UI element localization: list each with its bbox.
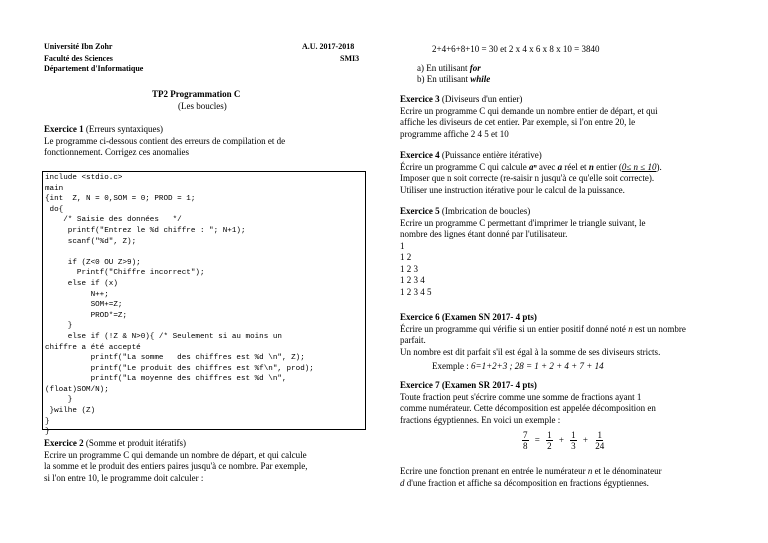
code-line: chiffre a été accepté — [45, 343, 141, 352]
ex2-text2: la somme et le produit des entiers paires jusqu'à ce nombre. Par exemple, — [44, 461, 308, 471]
fraction-3 — [594, 430, 605, 451]
ex7-text5 — [400, 478, 730, 490]
code-line — [45, 247, 363, 258]
fraction-numerator: 7 — [523, 430, 528, 440]
triangle-row: 1 2 — [400, 252, 412, 262]
fraction-denominator: 2 — [547, 441, 552, 451]
ex2-option-a — [417, 63, 481, 75]
ex5-heading: Exercice 5 — [400, 206, 440, 216]
plus-sign: + — [558, 434, 564, 445]
ex3-text1: Ecrire un programme C qui demande un nombre entier de départ, et qui — [400, 105, 658, 116]
fraction-2 — [570, 430, 577, 451]
equals-sign: = — [534, 434, 540, 445]
ex4-text1b: avec — [536, 161, 558, 172]
code-line: printf("La moyenne des chiffres est %d \n", — [45, 375, 287, 384]
ex6-heading: Exercice 6 (Examen SN 2017- 4 pts) — [400, 312, 537, 322]
ex3-text2: affiche les diviseurs de cet entier. Par exemple, si l'on entre 20, le — [400, 117, 636, 127]
code-line: {int Z, N = 0,SOM = 0; PROD = 1; — [45, 195, 196, 204]
ex7-text1: Toute fraction peut s'écrire comme une somme de fractions ayant 1 — [400, 391, 642, 402]
ex3-topic: (Diviseurs d'un entier) — [441, 94, 523, 104]
code-line: (float)SOM/N); — [45, 385, 109, 394]
fraction-numerator: 1 — [597, 430, 602, 440]
code-line: printf("Le produit des chiffres est %f\n", prod); — [45, 364, 314, 373]
ex2-formula: 2+4+6+8+10 = 30 et 2 x 4 x 6 x 8 x 10 = 3840 — [432, 44, 600, 54]
code-line: /* Saisie des données */ — [45, 216, 182, 225]
egyptian-fraction-example — [400, 430, 730, 460]
ex4-text1e: ). — [656, 161, 662, 172]
ex1-text1: Le programme ci-dessous contient des erreurs de compilation et de — [44, 135, 286, 146]
ex2-text3: si l'on entre 10, le programme doit calculer : — [44, 472, 204, 483]
code-line: } — [45, 417, 50, 426]
code-line: main — [45, 184, 64, 193]
ex3-text3: programme affiche 2 4 5 et 10 — [400, 128, 509, 139]
ex1-text2: fonctionnement. Corrigez ces anomalies — [44, 147, 189, 157]
ex7-text2: comme numérateur. Cette décomposition est appelée décomposition en — [400, 403, 656, 413]
code-line: } — [45, 428, 50, 437]
ex6-text1b: est un nombre — [632, 323, 686, 334]
ex4-var-n: n — [588, 161, 594, 172]
ex6-text3: Un nombre est dit parfait s'il est égal à la somme de ses diviseurs stricts. — [400, 346, 661, 357]
ex7-text5-rest: d'une fraction et affiche sa décomposition en fractions égyptiennes. — [404, 477, 649, 488]
fraction-denominator: 3 — [571, 441, 576, 451]
ex4-text1a: Écrire un programme C qui calcule — [400, 161, 529, 172]
code-line: PROD*=Z; — [45, 311, 128, 320]
exercise-3 — [400, 94, 725, 140]
department-name: Département d'Informatique — [44, 64, 144, 73]
ex4-topic: (Puissance entière itérative) — [441, 150, 542, 160]
fraction-numerator: 1 — [571, 430, 576, 440]
code-line: do{ — [45, 205, 64, 214]
triangle-row: 1 2 3 4 5 — [400, 286, 432, 297]
ex1-heading: Exercice 1 — [44, 124, 84, 134]
ex2-topic: (Somme et produit itératifs) — [85, 438, 187, 448]
exercise-7 — [400, 380, 730, 489]
ex7-text4 — [400, 466, 730, 478]
ex6-example-value: 6=1+2+3 ; 28 = 1 + 2 + 4 + 7 + 14 — [471, 361, 604, 371]
triangle-row: 1 2 3 4 — [400, 275, 425, 285]
ex7-var-n: n — [587, 466, 593, 476]
level: SMI3 — [340, 54, 360, 63]
exercise-1 — [44, 124, 369, 159]
ex6-text1 — [400, 324, 730, 336]
ex4-text3: Utiliser une instruction itérative pour le calcul de la puissance. — [400, 184, 625, 195]
code-line: scanf("%d", Z); — [45, 237, 137, 246]
fraction-1 — [546, 430, 553, 451]
code-line: }wilhe (Z) — [45, 407, 96, 416]
code-line: } — [45, 322, 73, 331]
faculty-name: Faculté des Sciences — [44, 54, 113, 63]
ex5-text2: nombre des lignes étant donné par l'utilisateur. — [400, 229, 568, 239]
ex5-topic: (Imbrication de boucles) — [441, 206, 531, 216]
plus-sign: + — [582, 434, 588, 445]
ex6-text1a: Écrire un programme qui vérifie si un entier positif donné noté — [400, 323, 629, 334]
fraction-main — [522, 430, 529, 451]
ex6-var-n: n — [628, 323, 633, 334]
ex4-text2: Imposer que n soit correcte (re-saisir n jusqu'à ce qu'elle soit correcte). — [400, 173, 655, 183]
fraction-denominator: 24 — [595, 441, 605, 451]
code-lines — [45, 173, 363, 438]
ex1-topic: (Erreurs syntaxiques) — [85, 124, 164, 134]
triangle-row: 1 — [400, 240, 405, 251]
page-subtitle: (Les boucles) — [178, 101, 227, 111]
ex4-text1d: entier ( — [593, 161, 622, 172]
code-line: printf("La somme des chiffres est %d \n", Z); — [45, 354, 305, 363]
ex5-text1: Ecrire un programme C permettant d'imprimer le triangle suivant, le — [400, 217, 646, 228]
ex2-option-a-label: a) En utilisant — [417, 63, 470, 73]
code-line: N++; — [45, 290, 109, 299]
code-block — [42, 171, 366, 437]
code-line: printf("Entrez le %d chiffre : "; N+1); — [45, 226, 246, 235]
code-line: } — [45, 396, 73, 405]
ex6-text2: parfait. — [400, 335, 426, 345]
code-line: SOM+=Z; — [45, 301, 123, 310]
ex4-power: aⁿ — [528, 161, 537, 172]
ex2-text1: Ecrire un programme C qui demande un nombre de départ, et qui calcule — [44, 449, 307, 460]
code-line: if (Z<0 OU Z>9); — [45, 258, 141, 267]
ex7-text4b: et le dénominateur — [592, 466, 662, 476]
ex6-example — [400, 361, 730, 373]
code-line: Printf("Chiffre incorrect"); — [45, 269, 205, 278]
ex7-var-d: d — [400, 477, 405, 488]
ex2-option-b-keyword: while — [470, 74, 491, 84]
exercise-2 — [44, 438, 369, 484]
exercise-5 — [400, 206, 725, 298]
exercise-6 — [400, 312, 730, 373]
university-name: Université Ibn Zohr — [44, 42, 113, 51]
ex2-heading: Exercice 2 — [44, 438, 84, 448]
ex2-option-b-label: b) En utilisant — [417, 74, 471, 84]
ex7-text3: fractions égyptiennes. En voici un exemple : — [400, 414, 561, 425]
exercise-4 — [400, 150, 730, 196]
fraction-numerator: 1 — [547, 430, 552, 440]
ex2-option-b — [417, 74, 490, 86]
ex3-heading: Exercice 3 — [400, 94, 440, 104]
ex4-condition: 0≤ n ≤ 10 — [621, 161, 657, 172]
ex2-option-a-keyword: for — [469, 63, 481, 73]
fraction-denominator: 8 — [523, 441, 528, 451]
ex7-text4a: Ecrire une fonction prenant en entrée le numérateur — [400, 466, 588, 476]
ex4-text1c: réel et — [562, 161, 589, 172]
triangle-row: 1 2 3 — [400, 263, 418, 274]
code-line: include <stdio.c> — [45, 174, 123, 182]
ex6-example-label: Exemple : — [432, 361, 471, 371]
ex4-heading: Exercice 4 — [400, 150, 440, 160]
page-title: TP2 Programmation C — [152, 89, 241, 99]
ex4-var-a: a — [557, 161, 563, 172]
code-line: else if (!Z & N>0){ /* Seulement si au moins un — [45, 332, 282, 341]
ex4-text1 — [400, 162, 730, 174]
ex7-heading: Exercice 7 (Examen SR 2017- 4 pts) — [400, 380, 537, 390]
academic-year: A.U. 2017-2018 — [302, 42, 355, 51]
code-line: else if (x) — [45, 279, 118, 288]
